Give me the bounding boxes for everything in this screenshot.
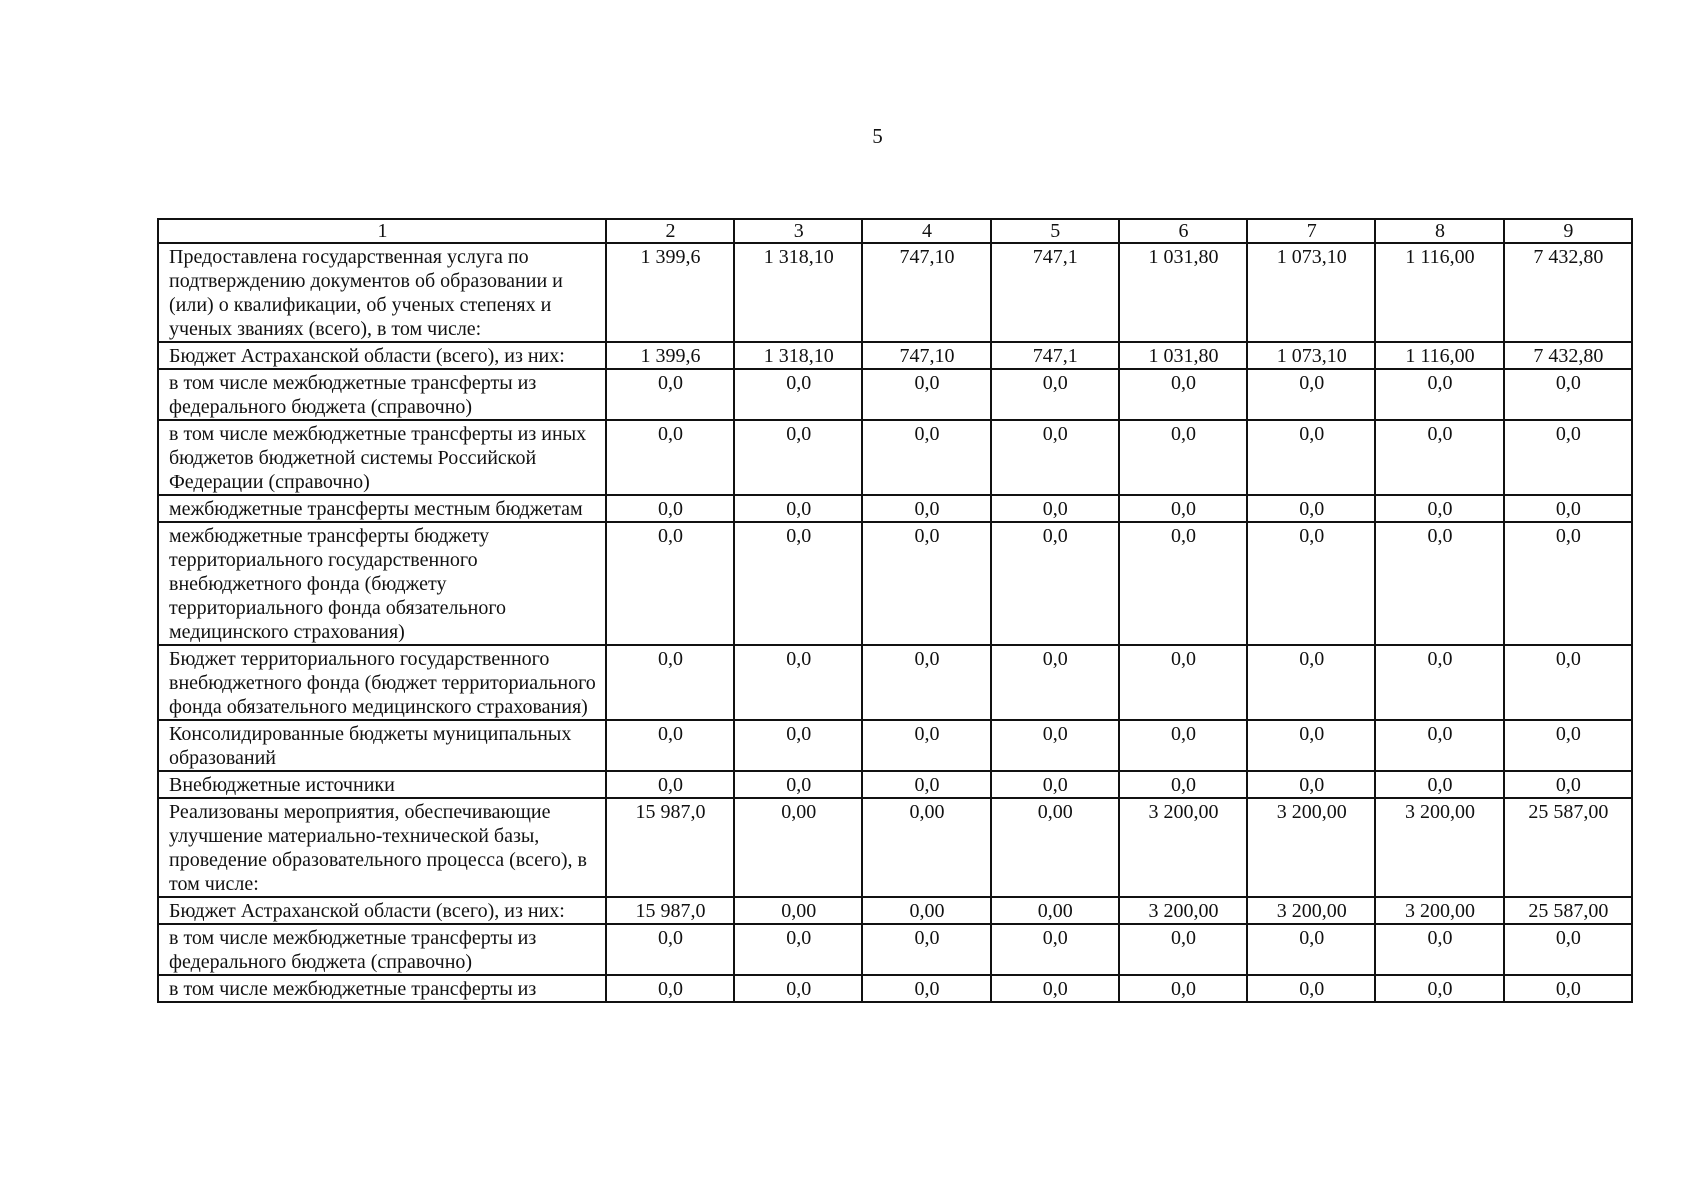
value-cell: 0,0 (1375, 522, 1503, 645)
value-cell: 0,0 (734, 495, 862, 522)
value-cell: 0,0 (1247, 495, 1375, 522)
row-label: в том числе межбюджетные трансферты из (158, 975, 606, 1002)
row-label: в том числе межбюджетные трансферты из федерального бюджета (справочно) (158, 924, 606, 975)
row-label: в том числе межбюджетные трансферты из федерального бюджета (справочно) (158, 369, 606, 420)
value-cell: 3 200,00 (1375, 897, 1503, 924)
row-label: Реализованы мероприятия, обеспечивающие улучшение материально-технической базы, проведение образовательного процесса (всего), в том числе: (158, 798, 606, 897)
row-label: межбюджетные трансферты местным бюджетам (158, 495, 606, 522)
value-cell: 0,0 (734, 924, 862, 975)
value-cell: 0,0 (734, 645, 862, 720)
value-cell: 0,0 (1247, 924, 1375, 975)
value-cell: 1 399,6 (606, 342, 734, 369)
value-cell: 0,0 (991, 924, 1119, 975)
column-header: 6 (1119, 219, 1247, 243)
value-cell: 0,0 (1504, 369, 1632, 420)
value-cell: 1 318,10 (734, 342, 862, 369)
value-cell: 0,0 (862, 975, 990, 1002)
value-cell: 0,0 (862, 495, 990, 522)
value-cell: 1 031,80 (1119, 243, 1247, 342)
value-cell: 0,0 (1504, 975, 1632, 1002)
column-header: 2 (606, 219, 734, 243)
value-cell: 0,0 (606, 495, 734, 522)
value-cell: 0,0 (1247, 720, 1375, 771)
value-cell: 0,0 (1119, 420, 1247, 495)
value-cell: 0,00 (991, 798, 1119, 897)
row-label: Бюджет Астраханской области (всего), из них: (158, 897, 606, 924)
column-header: 5 (991, 219, 1119, 243)
row-label: Предоставлена государственная услуга по подтверждению документов об образовании и (или) о квалификации, об ученых степенях и ученых званиях (всего), в том числе: (158, 243, 606, 342)
value-cell: 0,0 (1119, 720, 1247, 771)
value-cell: 1 399,6 (606, 243, 734, 342)
value-cell: 0,0 (734, 369, 862, 420)
column-header: 1 (158, 219, 606, 243)
value-cell: 0,0 (1375, 924, 1503, 975)
value-cell: 0,0 (862, 924, 990, 975)
table-row (158, 720, 1632, 771)
value-cell: 0,0 (1247, 522, 1375, 645)
table-row (158, 771, 1632, 798)
value-cell: 0,0 (991, 975, 1119, 1002)
value-cell: 1 318,10 (734, 243, 862, 342)
value-cell: 7 432,80 (1504, 243, 1632, 342)
column-header: 9 (1504, 219, 1632, 243)
value-cell: 7 432,80 (1504, 342, 1632, 369)
value-cell: 25 587,00 (1504, 798, 1632, 897)
value-cell: 0,00 (734, 798, 862, 897)
value-cell: 0,0 (1247, 369, 1375, 420)
value-cell: 0,0 (1504, 420, 1632, 495)
column-header: 7 (1247, 219, 1375, 243)
value-cell: 1 031,80 (1119, 342, 1247, 369)
value-cell: 0,0 (1375, 420, 1503, 495)
value-cell: 0,0 (734, 720, 862, 771)
value-cell: 0,0 (606, 771, 734, 798)
value-cell: 0,0 (1119, 369, 1247, 420)
row-label: Бюджет территориального государственного внебюджетного фонда (бюджет территориального фонда обязательного медицинского страхования) (158, 645, 606, 720)
row-label: Бюджет Астраханской области (всего), из них: (158, 342, 606, 369)
value-cell: 0,0 (1504, 720, 1632, 771)
value-cell: 0,0 (606, 420, 734, 495)
value-cell: 0,0 (991, 522, 1119, 645)
value-cell: 15 987,0 (606, 798, 734, 897)
value-cell: 0,0 (991, 369, 1119, 420)
row-label: в том числе межбюджетные трансферты из иных бюджетов бюджетной системы Российской Федерации (справочно) (158, 420, 606, 495)
value-cell: 1 116,00 (1375, 243, 1503, 342)
value-cell: 0,0 (1119, 645, 1247, 720)
value-cell: 0,0 (734, 975, 862, 1002)
value-cell: 0,0 (991, 771, 1119, 798)
value-cell: 25 587,00 (1504, 897, 1632, 924)
value-cell: 0,0 (1504, 522, 1632, 645)
table-row (158, 798, 1632, 897)
value-cell: 0,0 (1119, 771, 1247, 798)
table-row (158, 243, 1632, 342)
value-cell: 0,00 (862, 798, 990, 897)
value-cell: 0,0 (862, 771, 990, 798)
value-cell: 0,0 (862, 720, 990, 771)
value-cell: 0,0 (1375, 369, 1503, 420)
value-cell: 0,0 (734, 522, 862, 645)
column-header: 8 (1375, 219, 1503, 243)
value-cell: 0,0 (606, 369, 734, 420)
value-cell: 0,0 (1375, 720, 1503, 771)
value-cell: 0,0 (1247, 645, 1375, 720)
value-cell: 3 200,00 (1119, 897, 1247, 924)
value-cell: 0,0 (1247, 771, 1375, 798)
table-row (158, 975, 1632, 1002)
value-cell: 1 073,10 (1247, 342, 1375, 369)
value-cell: 0,0 (862, 420, 990, 495)
value-cell: 0,0 (734, 771, 862, 798)
column-header: 3 (734, 219, 862, 243)
page-number: 5 (872, 124, 883, 148)
value-cell: 1 073,10 (1247, 243, 1375, 342)
value-cell: 0,0 (991, 420, 1119, 495)
value-cell: 0,00 (862, 897, 990, 924)
row-label: межбюджетные трансферты бюджету территориального государственного внебюджетного фонда (бюджету территориального фонда обязательного медицинского страхования) (158, 522, 606, 645)
value-cell: 0,0 (1247, 420, 1375, 495)
value-cell: 0,0 (991, 645, 1119, 720)
value-cell: 747,1 (991, 243, 1119, 342)
table-row (158, 342, 1632, 369)
value-cell: 0,0 (1247, 975, 1375, 1002)
value-cell: 3 200,00 (1247, 798, 1375, 897)
table-row (158, 522, 1632, 645)
value-cell: 0,0 (1119, 495, 1247, 522)
value-cell: 0,0 (606, 720, 734, 771)
value-cell: 0,0 (991, 720, 1119, 771)
value-cell: 0,0 (1119, 975, 1247, 1002)
value-cell: 3 200,00 (1247, 897, 1375, 924)
value-cell: 0,0 (606, 975, 734, 1002)
value-cell: 3 200,00 (1119, 798, 1247, 897)
value-cell: 0,0 (1375, 495, 1503, 522)
column-header: 4 (862, 219, 990, 243)
value-cell: 0,00 (991, 897, 1119, 924)
value-cell: 0,0 (862, 369, 990, 420)
row-label: Консолидированные бюджеты муниципальных образований (158, 720, 606, 771)
value-cell: 15 987,0 (606, 897, 734, 924)
value-cell: 0,0 (1375, 645, 1503, 720)
table-row (158, 897, 1632, 924)
table-header-row (158, 219, 1632, 243)
value-cell: 0,0 (1119, 522, 1247, 645)
value-cell: 0,0 (1375, 771, 1503, 798)
value-cell: 3 200,00 (1375, 798, 1503, 897)
value-cell: 0,0 (991, 495, 1119, 522)
table-body (158, 243, 1632, 1002)
value-cell: 0,0 (606, 645, 734, 720)
value-cell: 0,0 (1504, 495, 1632, 522)
value-cell: 0,0 (1119, 924, 1247, 975)
table-row (158, 420, 1632, 495)
value-cell: 747,10 (862, 342, 990, 369)
value-cell: 0,0 (1504, 645, 1632, 720)
table-row (158, 369, 1632, 420)
table-row (158, 645, 1632, 720)
value-cell: 747,1 (991, 342, 1119, 369)
value-cell: 1 116,00 (1375, 342, 1503, 369)
table-row (158, 495, 1632, 522)
value-cell: 0,0 (606, 522, 734, 645)
value-cell: 0,0 (734, 420, 862, 495)
value-cell: 0,0 (862, 522, 990, 645)
value-cell: 747,10 (862, 243, 990, 342)
value-cell: 0,0 (862, 645, 990, 720)
value-cell: 0,0 (1504, 771, 1632, 798)
table-row (158, 924, 1632, 975)
row-label: Внебюджетные источники (158, 771, 606, 798)
budget-table (157, 218, 1633, 1003)
value-cell: 0,0 (1504, 924, 1632, 975)
value-cell: 0,0 (606, 924, 734, 975)
value-cell: 0,00 (734, 897, 862, 924)
value-cell: 0,0 (1375, 975, 1503, 1002)
